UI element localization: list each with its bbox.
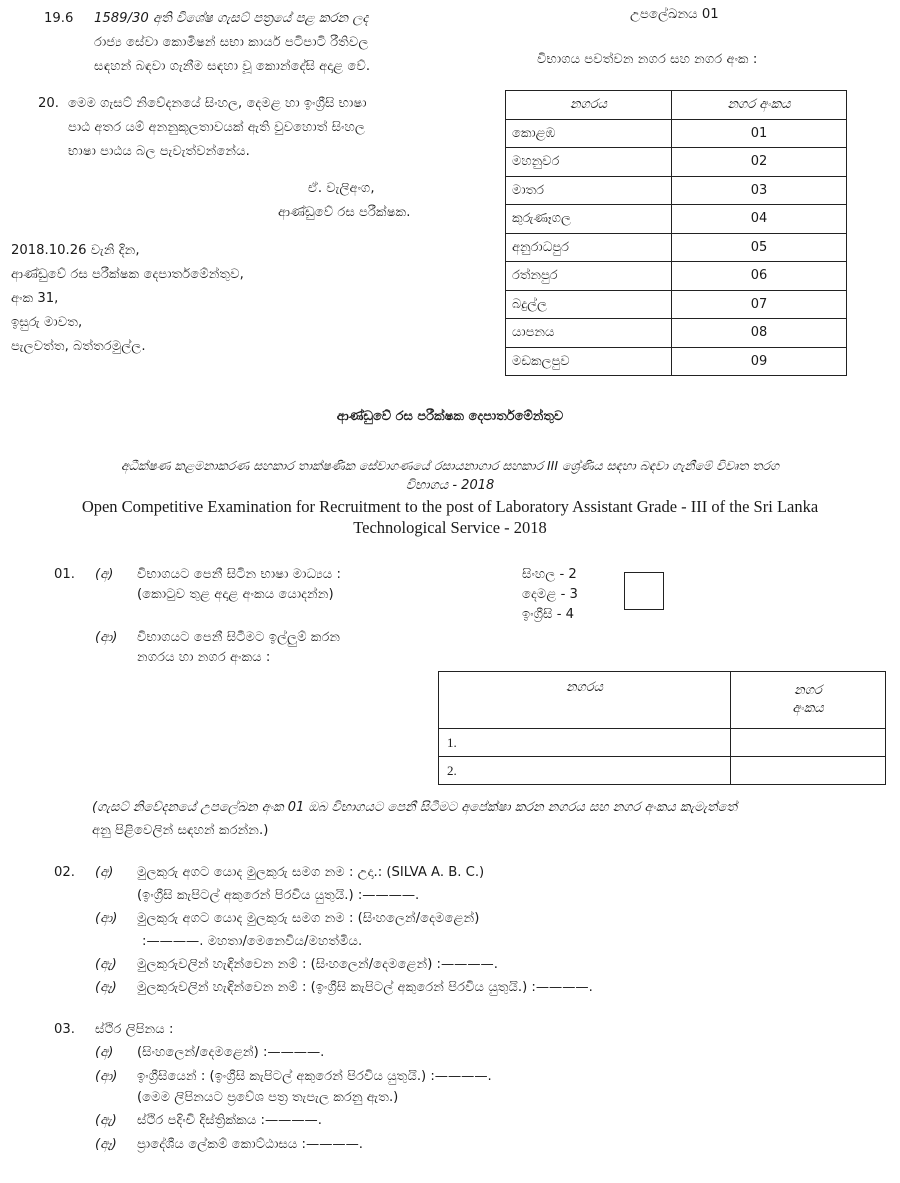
- address-dept: ආණ්ඩුවේ රස පරීක්ෂක දෙපාර්තමේන්තුව,: [11, 267, 244, 282]
- city-cell: මහනුවර: [506, 148, 672, 177]
- city-cell: යාපනය: [506, 319, 672, 348]
- address-date: 2018.10.26 වැනි දින,: [11, 243, 140, 258]
- q02-b-label: (ආ): [95, 911, 118, 926]
- table-row: [506, 347, 847, 376]
- q01-number: 01.: [54, 567, 75, 582]
- table-row: [506, 233, 847, 262]
- pref-city-header: නගරය: [439, 672, 731, 729]
- city-column-header: නගරය: [506, 91, 672, 120]
- city-code-table: [505, 90, 847, 376]
- item-20-line1: මෙම ගැසට් නිවේදනයේ සිංහල, දෙමළ හා ඉංග්‍රීසි භාෂා: [68, 96, 367, 111]
- q02-a-line2: (ඉංග්‍රීසි කැපිටල් අකුරෙන් පිරවිය යුතුයි.) :————.: [137, 888, 420, 903]
- q02-b-line1: මුලකුරු අගට යොද මුලකුරු සමග නම : (සිංහලෙන්/දෙමළෙන්): [137, 911, 480, 926]
- item-20-number: 20.: [38, 96, 59, 111]
- language-medium-input-box[interactable]: [624, 572, 664, 610]
- city-cell: කොළඹ: [506, 119, 672, 148]
- q03-number: 03.: [54, 1022, 75, 1037]
- table-row: [506, 205, 847, 234]
- form-title-english-line1: Open Competitive Examination for Recruitment to the post of Laboratory Assistant Grade - III of the Sri Lanka: [81, 497, 819, 516]
- pref-code-1-field[interactable]: [731, 729, 886, 757]
- q02-d-line1: මුලකුරුවලින් හැඳින්වෙන නම් : (ඉංග්‍රීසි කැපිටල් අකුරෙන් පිරවිය යුතුයි.) :————.: [137, 980, 593, 995]
- q02-a-label: (අ): [95, 865, 114, 880]
- q03-b-line1: ඉංග්‍රීසියෙන් : (ඉංග්‍රීසි කැපිටල් අකුරෙන් පිරවිය යුතුයි.) :————.: [137, 1069, 492, 1084]
- pref-code-header: [731, 672, 886, 729]
- table-row: [506, 290, 847, 319]
- q03-a-label: (අ): [95, 1045, 114, 1060]
- q02-a-line1: මුලකුරු අගට යොද මුලකුරු සමග නම : උදා.: (SILVA A. B. C.): [137, 865, 485, 880]
- language-option-english: ඉංග්‍රීසි - 4: [522, 607, 575, 622]
- q01-b-label: (ආ): [95, 630, 118, 645]
- table-row: [439, 757, 886, 785]
- form-title-english-line2: Technological Service - 2018: [353, 518, 547, 537]
- q01-a-line1: විභාගයට පෙනී සිටින භාෂා මාධ්‍යය :: [137, 567, 341, 582]
- code-cell: 04: [672, 205, 847, 234]
- q01-b-line1: විභාගයට පෙනී සිටීමට ඉල්ලුම් කරන: [137, 630, 341, 645]
- table-row: [506, 319, 847, 348]
- code-cell: 05: [672, 233, 847, 262]
- table-row: [506, 148, 847, 177]
- q02-c-label: (ඇ): [95, 957, 117, 972]
- table-row: [506, 262, 847, 291]
- q03-c-line1: ස්ථිර පදිංචි දිස්ත්‍රික්කය :————.: [137, 1113, 322, 1128]
- table-row: [506, 119, 847, 148]
- city-cell: අනුරාධපුර: [506, 233, 672, 262]
- code-cell: 07: [672, 290, 847, 319]
- item-19-6-line2: රාජ්‍ය සේවා කොමිෂන් සභා කාර්ය පටිපාටි රීතිවල: [94, 35, 369, 50]
- item-19-6-line3: සඳහන් බඳවා ගැනීම සඳහා වූ කොන්දේසි අදාළ වේ.: [94, 59, 371, 74]
- form-title-sinhala-line2: විභාගය - 2018: [405, 478, 495, 493]
- code-column-header: නගර අංකය: [672, 91, 847, 120]
- q02-b-line2: :————. මහතා/මෙනෙවිය/මහත්මිය.: [142, 934, 363, 949]
- item-20-line2: පාඨ අතර යම් අනනුකූලතාවයක් ඇති වුවහොත් සිංහල: [68, 120, 365, 135]
- q03-c-label: (ඇ): [95, 1113, 117, 1128]
- language-option-tamil: දෙමළ - 3: [522, 587, 578, 602]
- signatory-title: ආණ්ඩුවේ රස පරීක්ෂක.: [278, 205, 411, 220]
- pref-code-2-field[interactable]: [731, 757, 886, 785]
- signatory-name: ඒ. වැලිඅංග,: [308, 181, 375, 196]
- city-cell: කුරුණෑගල: [506, 205, 672, 234]
- q03-d-label: (ඈ): [95, 1137, 117, 1152]
- code-cell: 09: [672, 347, 847, 376]
- item-19-6-number: 19.6: [44, 11, 74, 26]
- q01-note-line2: අනු පිළිවෙලින් සඳහන් කරන්න.): [92, 823, 269, 838]
- q03-b-label: (ආ): [95, 1069, 118, 1084]
- q02-c-line1: මුලකුරුවලින් හැඳින්වෙන නම් : (සිංහලෙන්/දෙමළෙන්) :————.: [137, 957, 498, 972]
- q01-b-line2: නගරය හා නගර අංකය :: [137, 650, 271, 665]
- item-20-line3: භාෂා පාඨය බල පැවැත්වන්නේය.: [68, 144, 250, 159]
- code-cell: 02: [672, 148, 847, 177]
- city-cell: මාතර: [506, 176, 672, 205]
- q03-heading: ස්ථිර ලිපිනය :: [95, 1022, 174, 1037]
- q03-d-line1: ප්‍රාදේශීය ලේකම් කොට්ඨාසය :————.: [137, 1137, 363, 1152]
- table-row: [506, 176, 847, 205]
- code-cell: 03: [672, 176, 847, 205]
- q01-a-line2: (කොටුව තුළ අදාළ අංකය යොදන්න): [137, 587, 334, 602]
- city-cell: මඩකලපුව: [506, 347, 672, 376]
- pref-code-header-line2: අංකය: [792, 701, 824, 716]
- code-cell: 06: [672, 262, 847, 291]
- code-cell: 01: [672, 119, 847, 148]
- q03-b-line2: (මෙම ලිපිනයට ප්‍රවේශ පත්‍ර තැපැල කරනු ඇත.): [137, 1090, 399, 1105]
- q03-a-line1: (සිංහලෙන්/දෙමළෙන්) :————.: [137, 1045, 325, 1060]
- city-cell: රත්නපුර: [506, 262, 672, 291]
- code-cell: 08: [672, 319, 847, 348]
- form-title-sinhala-line1: අධීක්ෂණ කළමනාකරණ සහකාර තාක්ෂණික සේවාගණයේ රසායනාගාර සහකාර III ශ්‍රේණිය සඳහා බඳවා ගැනීමේ විවෘත තරග: [120, 458, 780, 473]
- city-preference-table: [438, 671, 886, 785]
- table-row: [439, 729, 886, 757]
- q02-number: 02.: [54, 865, 75, 880]
- annex-title: උපලේඛනය 01: [630, 7, 719, 22]
- q01-note-line1: (ගැසට් නිවේදනයේ උපලේඛන අංක 01 ඔබ විභාගයට පෙනී සිටීමට අපේක්ෂා කරන නගරය සහ නගර අංකය කැමැත්තේ: [92, 800, 738, 815]
- annex-subtitle: විභාගය පවත්වන නගර සහ නගර අංක :: [537, 52, 758, 67]
- q02-d-label: (ඈ): [95, 980, 117, 995]
- pref-code-header-line1: නගර: [794, 683, 822, 698]
- pref-city-1-field[interactable]: 1.: [439, 729, 731, 757]
- city-cell: බදුල්ල: [506, 290, 672, 319]
- form-department: ආණ්ඩුවේ රස පරීක්ෂක දෙපාර්තමේන්තුව: [336, 409, 564, 424]
- address-street: ඉසුරු මාවත,: [11, 315, 83, 330]
- item-19-6-line1: 1589/30 අති විශේෂ ගැසට් පත්‍රයේ පළ කරන ලද: [94, 11, 369, 26]
- address-town: පැලවත්ත, බත්තරමුල්ල.: [11, 339, 146, 354]
- address-number: අංක 31,: [11, 291, 59, 306]
- language-option-sinhala: සිංහල - 2: [522, 567, 577, 582]
- q01-a-label: (අ): [95, 567, 114, 582]
- pref-city-2-field[interactable]: 2.: [439, 757, 731, 785]
